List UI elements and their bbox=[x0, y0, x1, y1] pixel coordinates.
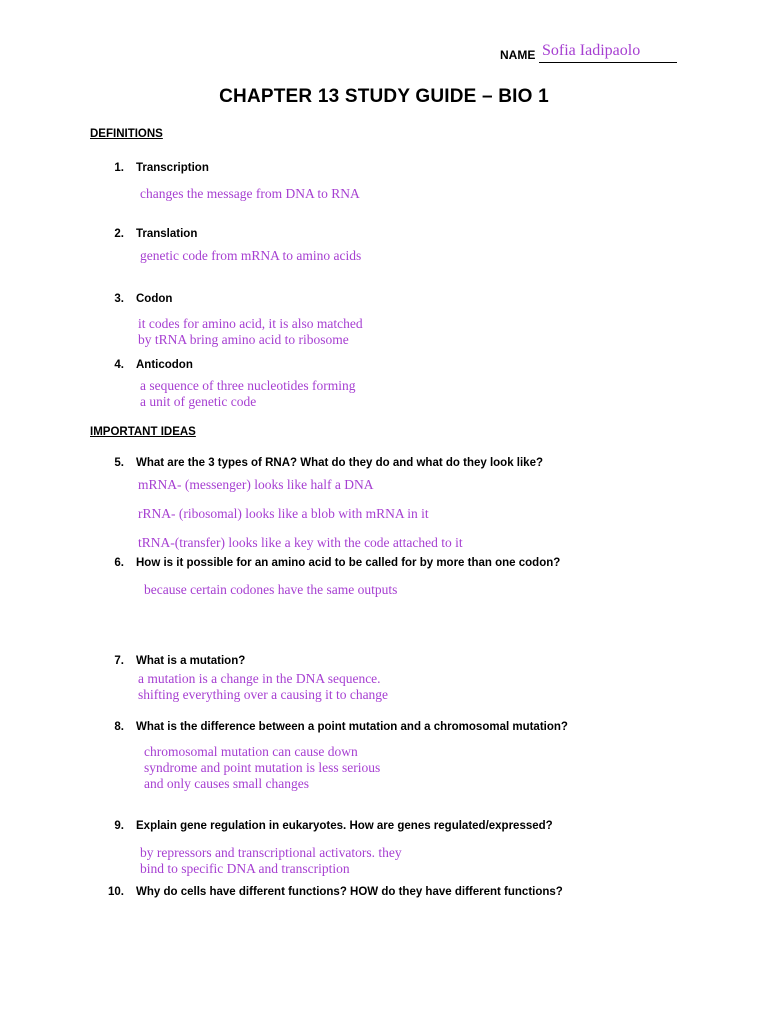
answer-line: it codes for amino acid, it is also matched bbox=[138, 316, 363, 331]
question-text: What are the 3 types of RNA? What do they do and what do they look like? bbox=[136, 457, 544, 469]
question-text: What is the difference between a point mutation and a chromosomal mutation? bbox=[136, 721, 568, 733]
answer-line: changes the message from DNA to RNA bbox=[140, 186, 360, 201]
question-number: 4. bbox=[114, 359, 124, 371]
answer-line: because certain codones have the same outputs bbox=[144, 582, 398, 597]
answer-line: rRNA- (ribosomal) looks like a blob with mRNA in it bbox=[138, 506, 429, 521]
answer-line: syndrome and point mutation is less serious bbox=[144, 760, 381, 775]
question-text: Explain gene regulation in eukaryotes. How are genes regulated/expressed? bbox=[136, 820, 553, 832]
question-text: Transcription bbox=[136, 162, 209, 174]
answer-line: mRNA- (messenger) looks like half a DNA bbox=[138, 477, 374, 492]
answer-line: a unit of genetic code bbox=[140, 394, 257, 409]
answer-line: a mutation is a change in the DNA sequence. bbox=[138, 671, 381, 686]
answer-line: tRNA-(transfer) looks like a key with the code attached to it bbox=[138, 535, 463, 550]
question-number: 7. bbox=[114, 655, 124, 667]
answer-line: bind to specific DNA and transcription bbox=[140, 861, 350, 876]
section-important-ideas: IMPORTANT IDEAS bbox=[90, 426, 196, 438]
question-number: 8. bbox=[114, 721, 124, 733]
answer-line: chromosomal mutation can cause down bbox=[144, 744, 358, 759]
answer-line: by repressors and transcriptional activators. they bbox=[140, 845, 402, 860]
question-number: 10. bbox=[108, 886, 124, 898]
answer-line: shifting everything over a causing it to change bbox=[138, 687, 389, 702]
question-number: 2. bbox=[114, 228, 124, 240]
question-text: Codon bbox=[136, 293, 173, 305]
answer-line: a sequence of three nucleotides forming bbox=[140, 378, 356, 393]
section-definitions: DEFINITIONS bbox=[90, 128, 163, 140]
answer-line: and only causes small changes bbox=[144, 776, 309, 791]
question-text: Anticodon bbox=[136, 359, 193, 371]
question-number: 5. bbox=[114, 457, 124, 469]
question-number: 6. bbox=[114, 557, 124, 569]
question-number: 3. bbox=[114, 293, 124, 305]
name-underline bbox=[539, 62, 677, 63]
question-number: 1. bbox=[114, 162, 124, 174]
answer-line: genetic code from mRNA to amino acids bbox=[140, 248, 362, 263]
question-text: How is it possible for an amino acid to be called for by more than one codon? bbox=[136, 557, 561, 569]
question-text: What is a mutation? bbox=[136, 655, 246, 667]
question-text: Translation bbox=[136, 228, 198, 240]
name-label: NAME bbox=[500, 48, 536, 62]
question-number: 9. bbox=[114, 820, 124, 832]
question-text: Why do cells have different functions? HOW do they have different functions? bbox=[136, 886, 563, 898]
name-value: Sofia Iadipaolo bbox=[542, 42, 641, 59]
page-title: CHAPTER 13 STUDY GUIDE – BIO 1 bbox=[219, 86, 549, 107]
answer-line: by tRNA bring amino acid to ribosome bbox=[138, 332, 349, 347]
